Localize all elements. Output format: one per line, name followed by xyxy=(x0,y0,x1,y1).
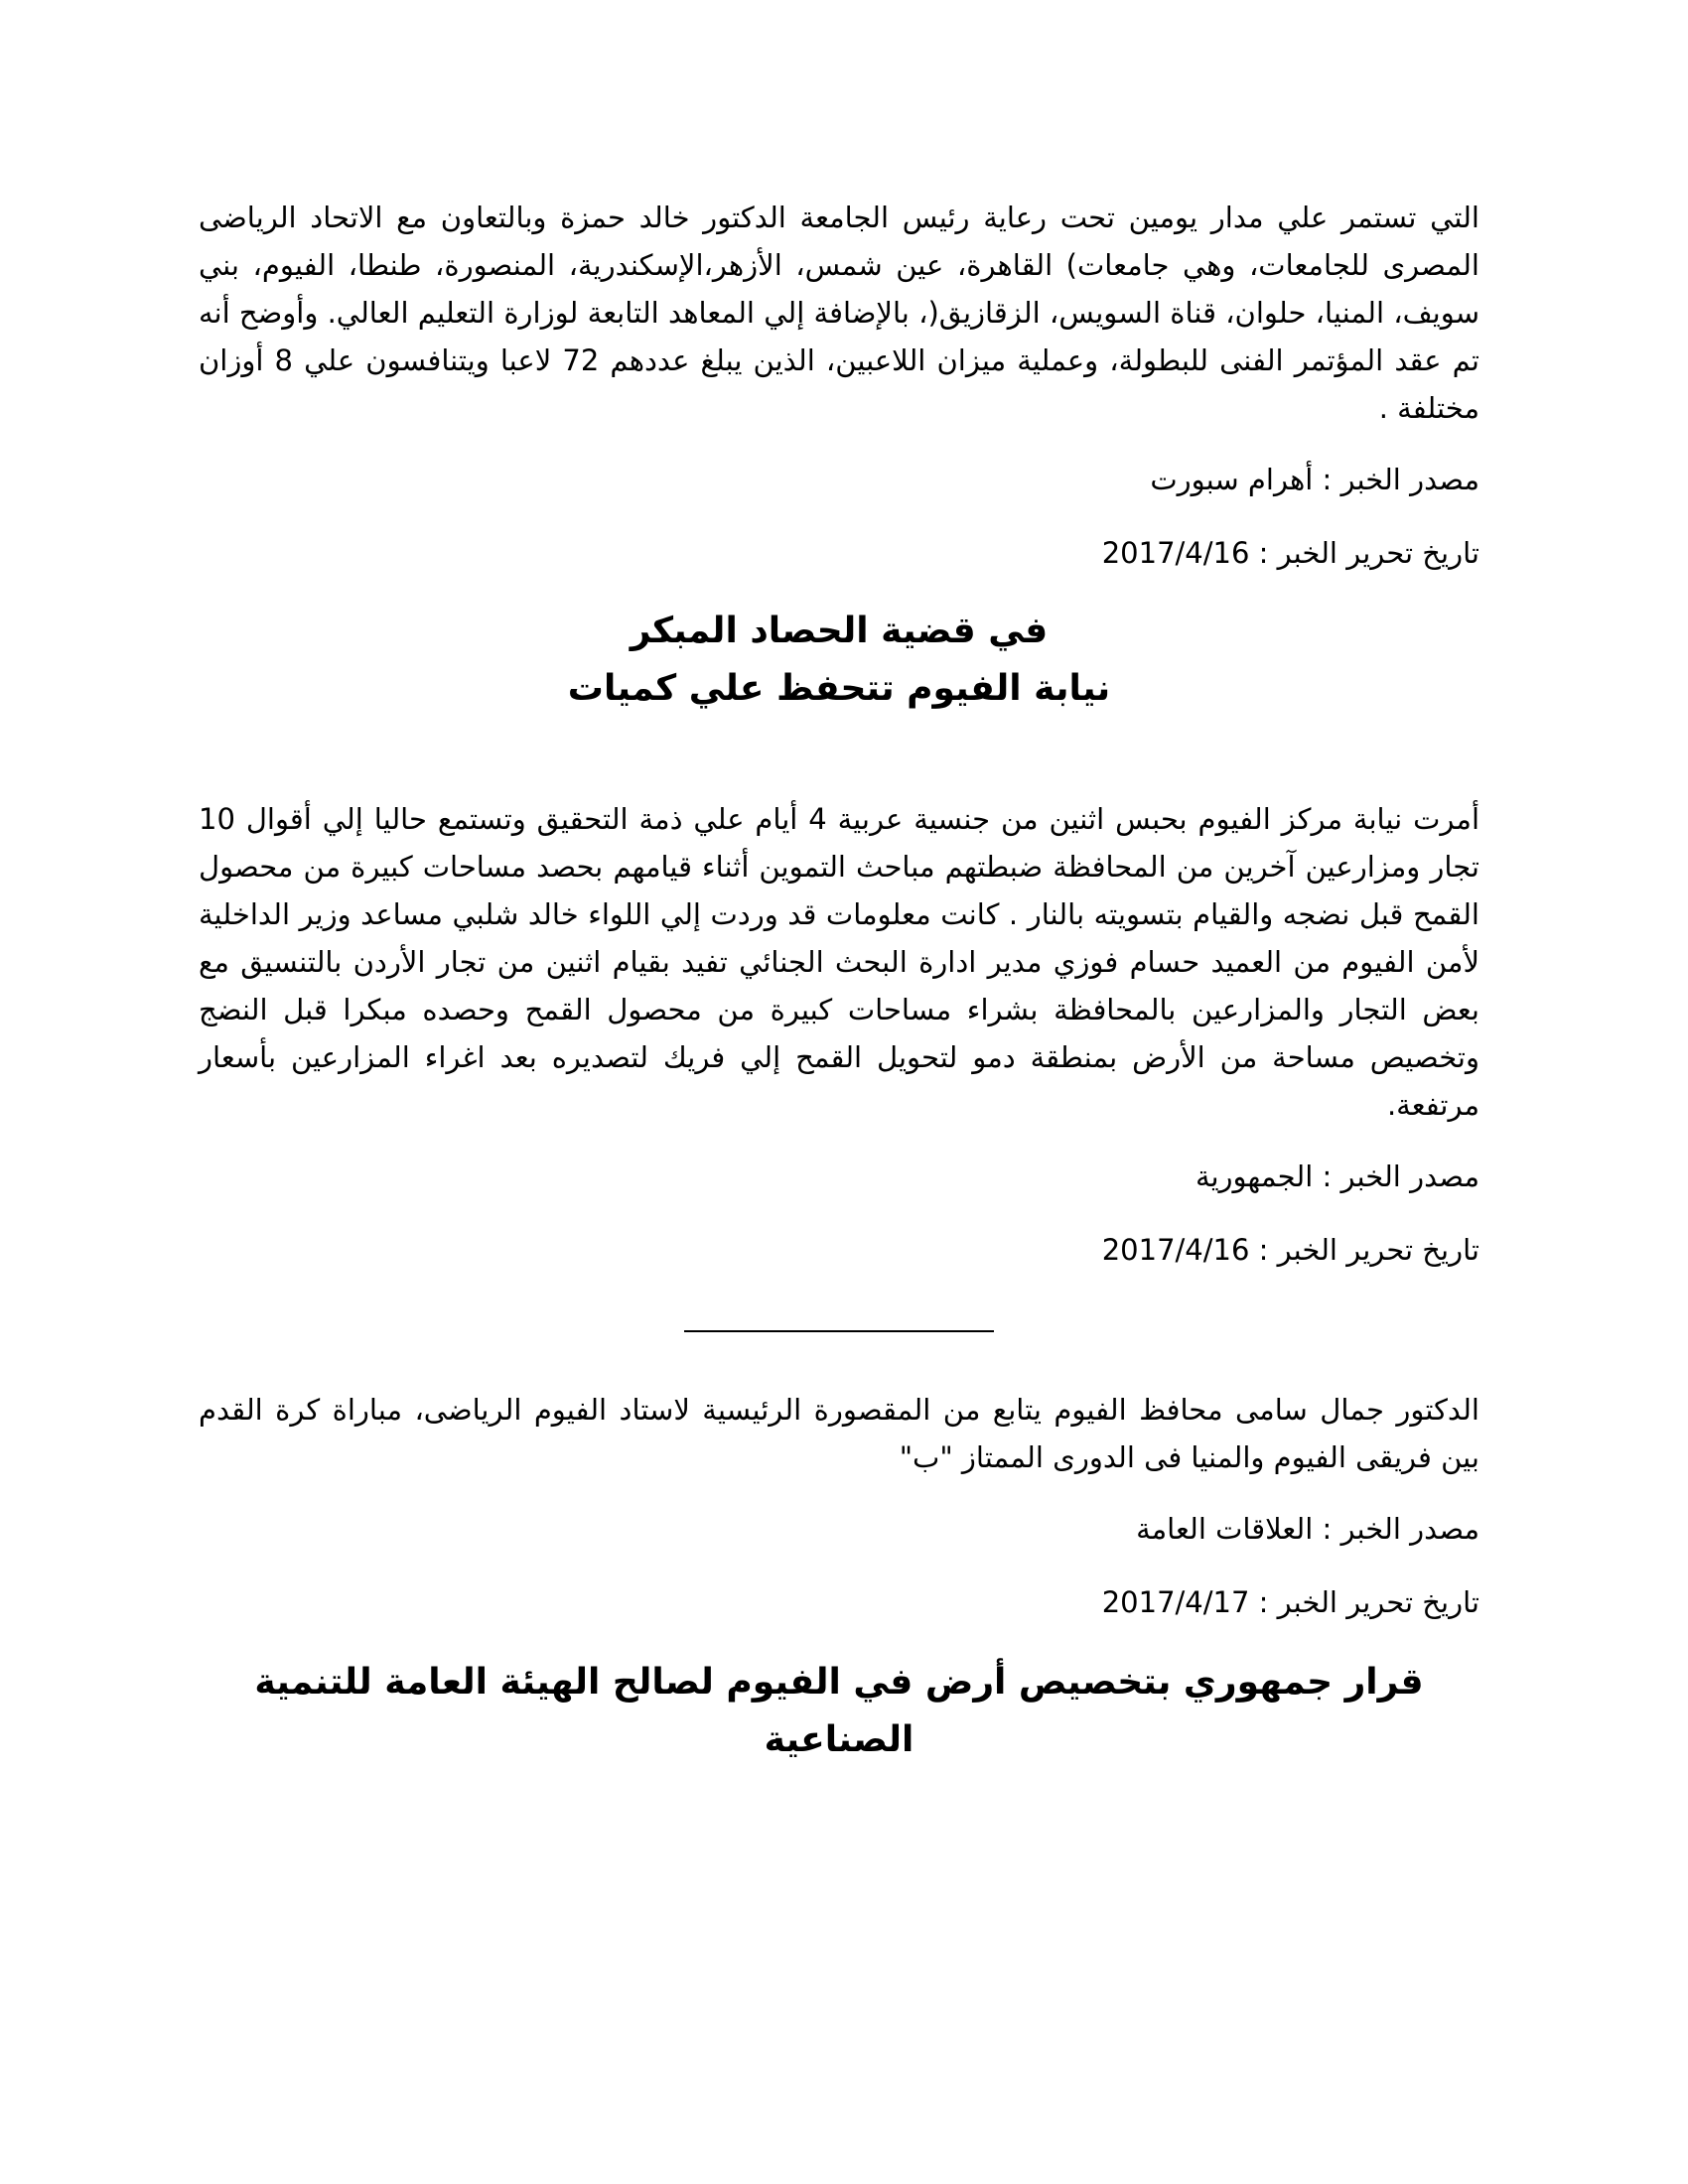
article-3-date: تاريخ تحرير الخبر : 2017/4/17 xyxy=(1101,1585,1479,1619)
article-2-date: تاريخ تحرير الخبر : 2017/4/16 xyxy=(1101,1233,1479,1267)
article-1-date: تاريخ تحرير الخبر : 2017/4/16 xyxy=(1101,536,1479,570)
separator-line xyxy=(684,1330,994,1332)
separator-wrapper xyxy=(199,1317,1479,1336)
article-1-source: مصدر الخبر : أهرام سبورت xyxy=(1150,463,1479,496)
article-1-paragraph: التي تستمر علي مدار يومين تحت رعاية رئيس الجامعة الدكتور خالد حمزة وبالتعاون مع الاتحاد الرياضى المصرى للجامعات، وهي جامعات) القاهرة، عين شمس، الأزهر،الإسكندرية، المنصورة، طنطا، الفيوم، بني سويف، المنيا، حلوان، قناة السويس، الزقازيق(، بالإضافة إلي المعاهد التابعة لوزارة التعليم العالي. وأوضح أنه تم عقد المؤتمر الفنى للبطولة، وعملية ميزان اللاعبين، الذين يبلغ عددهم 72 لاعبا ويتنافسون علي 8 أوزان مختلفة . xyxy=(199,201,1479,425)
article-3-source: مصدر الخبر : العلاقات العامة xyxy=(1136,1512,1479,1546)
article-4-heading: قرار جمهوري بتخصيص أرض في الفيوم لصالح الهيئة العامة للتنمية الصناعية xyxy=(254,1662,1424,1760)
document-page xyxy=(199,194,1479,1769)
article-2-source: مصدر الخبر : الجمهورية xyxy=(1195,1160,1479,1193)
article-2-heading-line-1: في قضية الحصاد المبكر xyxy=(630,611,1049,651)
article-2-heading-line-2: نيابة الفيوم تتحفظ علي كميات xyxy=(567,668,1111,709)
article-3-paragraph: الدكتور جمال سامى محافظ الفيوم يتابع من المقصورة الرئيسية لاستاد الفيوم الرياضى، مباراة كرة القدم بين فريقى الفيوم والمنيا فى الدورى الممتاز "ب" xyxy=(199,1393,1479,1474)
article-2-paragraph: أمرت نيابة مركز الفيوم بحبس اثنين من جنسية عربية 4 أيام علي ذمة التحقيق وتستمع حاليا إلي أقوال 10 تجار ومزارعين آخرين من المحافظة ضبطتهم مباحث التموين أثناء قيامهم بحصد مساحات كبيرة من محصول القمح قبل نضجه والقيام بتسويته بالنار . كانت معلومات قد وردت إلي اللواء خالد شلبي مساعد وزير الداخلية لأمن الفيوم من العميد حسام فوزي مدير ادارة البحث الجنائي تفيد بقيام اثنين من تجار الأردن بالتنسيق مع بعض التجار والمزارعين بالمحافظة بشراء مساحات كبيرة من محصول القمح وحصده مبكرا قبل النضج وتخصيص مساحة من الأرض بمنطقة دمو لتحويل القمح إلي فريك لتصديره بعد اغراء المزارعين بأسعار مرتفعة. xyxy=(199,802,1480,1122)
